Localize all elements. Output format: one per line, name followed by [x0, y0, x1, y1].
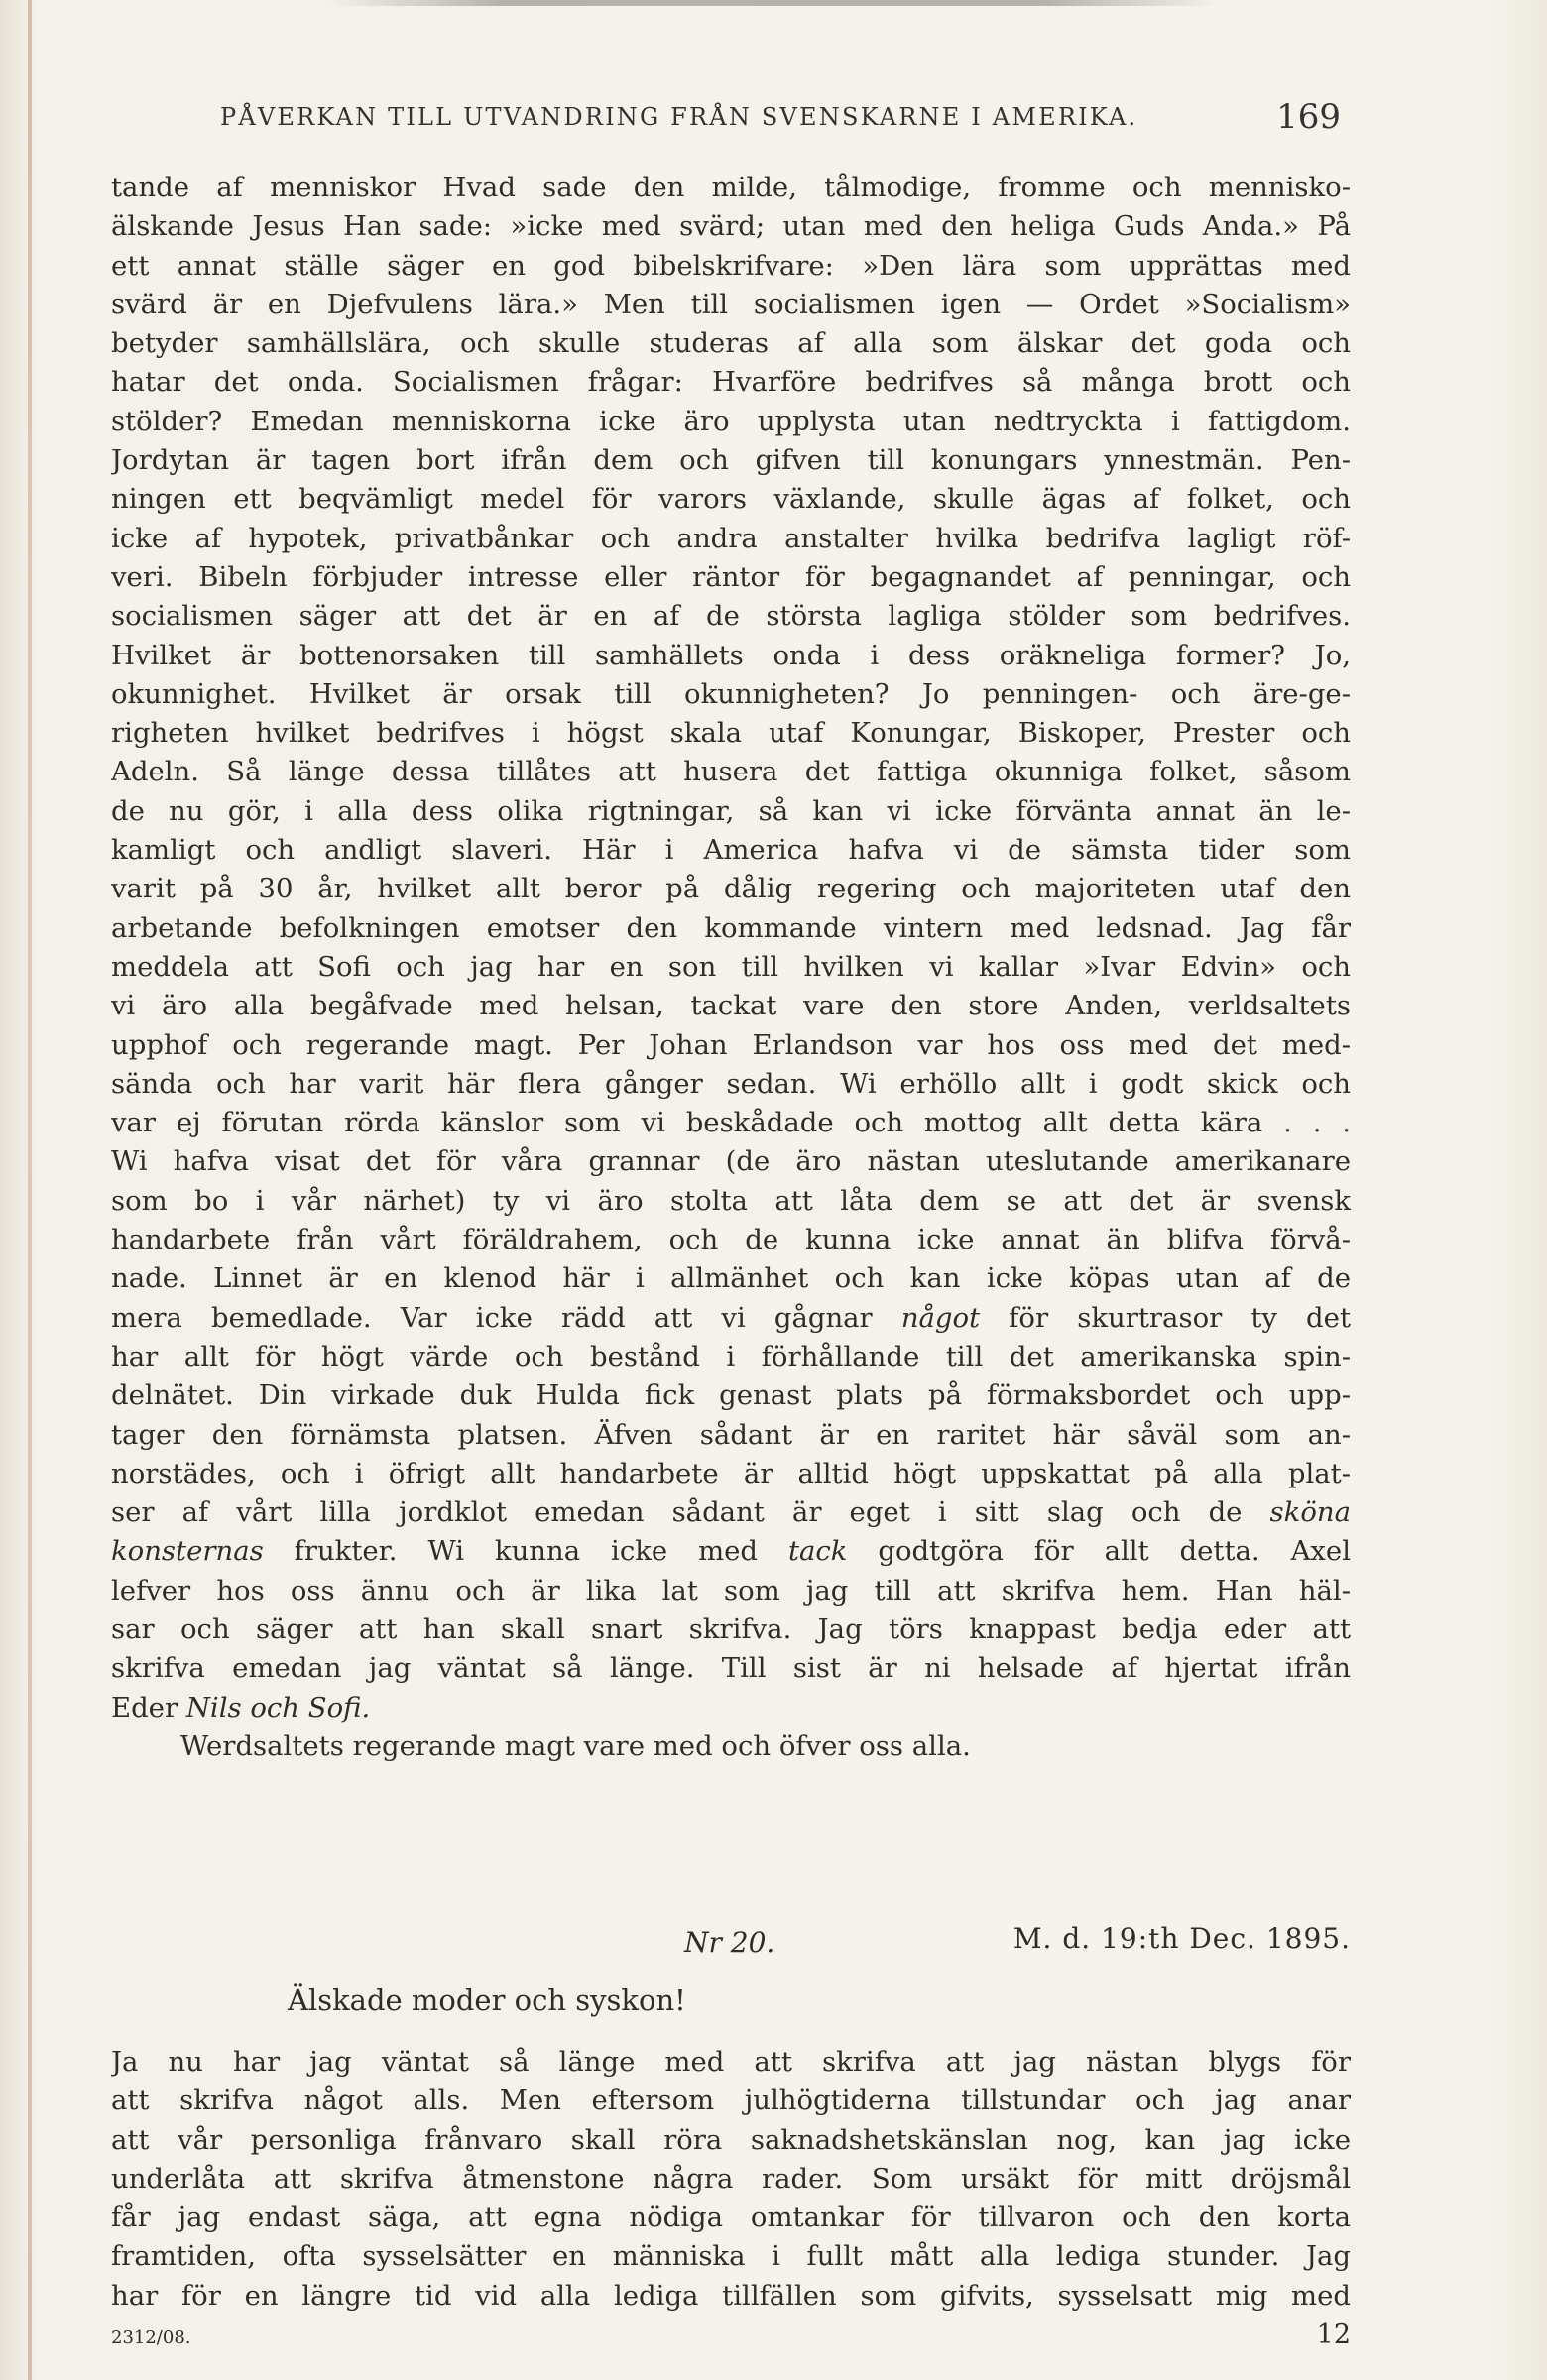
- text-fragment: Eder: [111, 1691, 186, 1724]
- text-line: lefver hos oss ännu och är lika lat som jag till att skrifva hem. Han häl-: [111, 1574, 1351, 1606]
- text-line: ett annat ställe säger en god bibelskrifvare: »Den lära som upprättas med: [111, 249, 1351, 282]
- text-fragment: för skurtrasor ty det: [980, 1301, 1351, 1334]
- italic-word: sköna: [1269, 1496, 1351, 1529]
- text-line: Jordytan är tagen bort ifrån dem och gifven till konungars ynnestmän. Pen-: [111, 444, 1351, 477]
- text-line: älskande Jesus Han sade: »icke med svärd; utan med den heliga Guds Anda.» På: [111, 210, 1351, 243]
- text-line: Wi hafva visat det för våra grannar (de äro nästan uteslutande amerikanare: [111, 1145, 1351, 1178]
- text-line: sar och säger att han skall snart skrifva. Jag törs knappast bedja eder att: [111, 1612, 1351, 1645]
- text-line: framtiden, ofta sysselsätter en människa i fullt mått alla lediga stunder. Jag: [111, 2240, 1351, 2273]
- running-title: PÅVERKAN TILL UTVANDRING FRÅN SVENSKARNE I AMERIKA.: [220, 103, 1138, 131]
- text-line: righeten hvilket bedrifves i högst skala utaf Konungar, Biskoper, Prester och: [111, 717, 1351, 750]
- italic-word: något: [900, 1301, 981, 1334]
- text-line: kamligt och andligt slaveri. Här i America hafva vi de sämsta tider som: [111, 834, 1351, 867]
- letter-heading: [111, 1922, 1351, 1962]
- text-line: [111, 1532, 1351, 1571]
- text-line: får jag endast säga, att egna nödiga omtankar för tillvaron och den korta: [111, 2202, 1351, 2234]
- text-line: som bo i vår närhet) ty vi äro stolta att låta dem se att det är svensk: [111, 1184, 1351, 1217]
- text-line: har allt för högt värde och bestånd i förhållande till det amerikanska spin-: [111, 1340, 1351, 1372]
- text-fragment: mera bemedlade. Var icke rädd att vi gågnar: [111, 1301, 901, 1334]
- text-line: socialismen säger att det är en af de största lagliga stölder som bedrifves.: [111, 600, 1351, 633]
- letter-date: M. d. 19:th Dec. 1895.: [1012, 1922, 1351, 1955]
- text-fragment: godtgöra för allt detta. Axel: [847, 1535, 1351, 1568]
- page-footer: [111, 2320, 1351, 2359]
- text-line: Adeln. Så länge dessa tillåtes att husera det fattiga okunniga folket, såsom: [111, 756, 1351, 788]
- text-line: veri. Bibeln förbjuder intresse eller räntor för begagnandet af penningar, och: [111, 560, 1351, 593]
- text-line: Ja nu har jag väntat så länge med att skrifva att jag nästan blygs för: [111, 2046, 1351, 2078]
- text-line: handarbete från vårt föräldrahem, och de kunna icke annat än blifva förvå-: [111, 1224, 1351, 1256]
- binding-edge: [28, 0, 32, 2380]
- text-line: vi äro alla begåfvade med helsan, tackat vare den store Anden, verldsaltets: [111, 990, 1351, 1022]
- text-fragment: ser af vårt lilla jordklot emedan sådant är eget i sitt slag och de: [111, 1496, 1270, 1529]
- text-line: de nu gör, i alla dess olika rigtningar, så kan vi icke förvänta annat än le-: [111, 794, 1351, 827]
- text-line: underlåta att skrifva åtmenstone några rader. Som ursäkt för mitt dröjsmål: [111, 2162, 1351, 2195]
- body-text: [111, 169, 1351, 1766]
- text-line: att vår personliga frånvaro skall röra saknadshetskänslan nog, kan jag icke: [111, 2123, 1351, 2156]
- page-top-edge-shadow: [327, 0, 1220, 6]
- text-line: att skrifva något alls. Men eftersom julhögtiderna tillstundar och jag anar: [111, 2084, 1351, 2117]
- salutation: Älskade moder och syskon!: [288, 1983, 686, 2017]
- text-line: hatar det onda. Socialismen frågar: Hvarföre bedrifves så många brott och: [111, 366, 1351, 399]
- text-fragment: frukter. Wi kunna icke med: [263, 1535, 788, 1568]
- text-line: [111, 1689, 1351, 1727]
- text-line: [111, 1299, 1351, 1338]
- text-line: tande af menniskor Hvad sade den milde, tålmodige, fromme och mennisko-: [111, 172, 1351, 203]
- text-line: meddela att Sofi och jag har en son till hvilken vi kallar »Ivar Edvin» och: [111, 950, 1351, 983]
- sheet-number: 12: [1316, 2320, 1351, 2350]
- text-line: stölder? Emedan menniskorna icke äro upplysta utan nedtryckta i fattigdom.: [111, 405, 1351, 437]
- text-line: Werdsaltets regerande magt vare med och öfver oss alla.: [180, 1729, 971, 1762]
- text-line: icke af hypotek, privatbånkar och andra anstalter hvilka bedrifva lagligt röf-: [111, 522, 1351, 554]
- text-line: svärd är en Djefvulens lära.» Men till socialismen igen — Ordet »Socialism»: [111, 288, 1351, 320]
- text-line: delnätet. Din virkade duk Hulda fick genast plats på förmaksbordet och upp-: [111, 1379, 1351, 1412]
- printer-signature-mark: 2312/08.: [111, 2327, 191, 2348]
- text-line: har för en längre tid vid alla lediga tillfällen som gifvits, sysselsatt mig med: [111, 2279, 1351, 2312]
- text-line: varit på 30 år, hvilket allt beror på dålig regering och majoriteten utaf den: [111, 873, 1351, 905]
- text-line: arbetande befolkningen emotser den kommande vintern med ledsnad. Jag får: [111, 911, 1351, 944]
- text-line: sända och har varit här flera gånger sedan. Wi erhöllo allt i godt skick och: [111, 1067, 1351, 1100]
- text-line: Hvilket är bottenorsaken till samhällets onda i dess oräkneliga former? Jo,: [111, 639, 1351, 671]
- letter-body: [111, 2043, 1351, 2316]
- text-line: [111, 1493, 1351, 1532]
- text-line: betyder samhällslära, och skulle studeras af alla som älskar det goda och: [111, 327, 1351, 360]
- text-line: okunnighet. Hvilket är orsak till okunnigheten? Jo penningen- och äre-ge-: [111, 677, 1351, 710]
- text-line: upphof och regerande magt. Per Johan Erlandson var hos oss med det med-: [111, 1028, 1351, 1061]
- signature-names: Nils och Sofi.: [185, 1691, 371, 1724]
- running-header: [220, 97, 1341, 137]
- text-line: tager den förnämsta platsen. Äfven sådant är en raritet här såväl som an-: [111, 1418, 1351, 1451]
- italic-word: konsternas: [111, 1535, 264, 1568]
- page-number: 169: [1276, 97, 1341, 137]
- italic-word: tack: [787, 1535, 848, 1568]
- text-line: ningen ett beqvämligt medel för varors växlande, skulle ägas af folket, och: [111, 483, 1351, 516]
- text-line: skrifva emedan jag väntat så länge. Till sist är ni helsade af hjertat ifrån: [111, 1652, 1351, 1685]
- text-line: norstädes, och i öfrigt allt handarbete är alltid högt uppskattat på alla plat-: [111, 1457, 1351, 1489]
- text-line: nade. Linnet är en klenod här i allmänhet och kan icke köpas utan af de: [111, 1262, 1351, 1295]
- text-line: var ej förutan rörda känslor som vi beskådade och mottog allt detta kära . . .: [111, 1107, 1351, 1139]
- letter-number: Nr 20.: [684, 1926, 775, 1959]
